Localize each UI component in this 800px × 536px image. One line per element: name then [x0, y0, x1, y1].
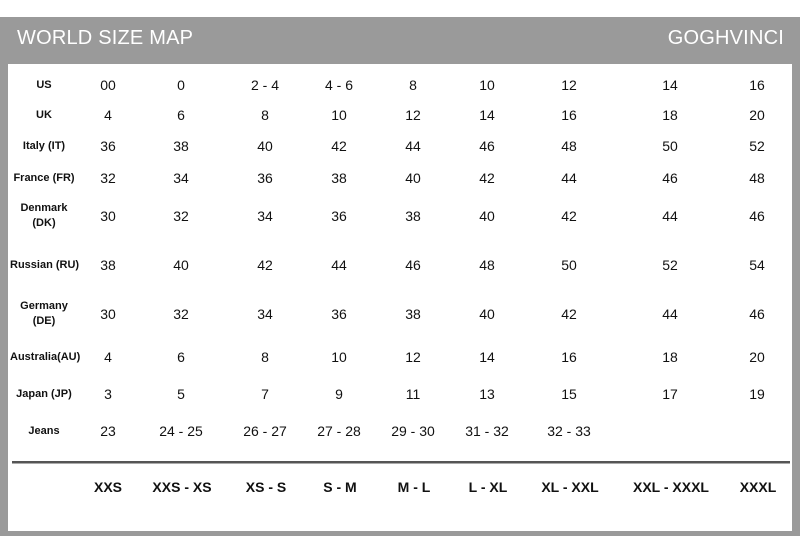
left-border	[0, 64, 8, 536]
table-cell: 12	[561, 77, 577, 93]
table-cell: 50	[561, 257, 577, 273]
table-cell: 3	[104, 386, 112, 402]
table-cell: 8	[261, 107, 269, 123]
table-cell: 52	[662, 257, 678, 273]
letter-size: XS - S	[245, 479, 287, 495]
table-cell: 27 - 28	[317, 423, 361, 439]
table-cell: 16	[561, 349, 577, 365]
table-cell: 32	[100, 170, 116, 186]
right-border	[792, 64, 800, 536]
header-bar	[0, 17, 800, 64]
table-cell: 46	[749, 208, 765, 224]
table-cell: 6	[177, 349, 185, 365]
table-cell: 26 - 27	[243, 423, 287, 439]
row-label: UK	[36, 109, 52, 121]
table-cell: 32	[173, 306, 189, 322]
letter-size: S - M	[323, 479, 357, 495]
table-cell: 6	[177, 107, 185, 123]
table-cell: 4	[104, 107, 112, 123]
table-cell: 18	[662, 107, 678, 123]
table-cell: 46	[405, 257, 421, 273]
table-cell: 42	[257, 257, 273, 273]
row-label: Australia(AU)	[10, 351, 81, 363]
table-cell: 24 - 25	[159, 423, 203, 439]
table-cell: 38	[173, 138, 189, 154]
table-cell: 16	[749, 77, 765, 93]
table-cell: 9	[335, 386, 343, 402]
page-title: WORLD SIZE MAP	[17, 27, 194, 49]
letter-size: XXL - XXXL	[633, 479, 709, 495]
table-cell: 15	[561, 386, 577, 402]
letter-size: XL - XXL	[541, 479, 599, 495]
table-cell: 42	[479, 170, 495, 186]
table-cell: 23	[100, 423, 116, 439]
table-cell: 32 - 33	[547, 423, 591, 439]
table-cell: 42	[331, 138, 347, 154]
letter-size: XXXL	[739, 479, 777, 495]
table-cell: 36	[331, 208, 347, 224]
table-cell: 50	[662, 138, 678, 154]
table-cell: 30	[100, 306, 116, 322]
table-cell: 38	[405, 208, 421, 224]
table-cell: 16	[561, 107, 577, 123]
table-cell: 42	[561, 208, 577, 224]
row-label: Germany (DE)	[20, 300, 68, 327]
table-cell: 14	[479, 349, 495, 365]
table-cell: 36	[100, 138, 116, 154]
table-cell: 4 - 6	[324, 77, 353, 93]
table-cell: 44	[561, 170, 577, 186]
table-cell: 40	[479, 208, 495, 224]
table-cell: 34	[257, 306, 273, 322]
table-cell: 32	[173, 208, 189, 224]
table-cell: 42	[561, 306, 577, 322]
table-cell: 36	[257, 170, 273, 186]
table-cell: 2 - 4	[250, 77, 279, 93]
table-cell: 5	[177, 386, 185, 402]
table-cell: 4	[104, 349, 112, 365]
size-chart-frame	[0, 17, 800, 536]
table-cell: 0	[177, 77, 185, 93]
brand-name: GOGHVINCI	[667, 27, 784, 49]
table-cell: 44	[662, 208, 678, 224]
table-cell: 30	[100, 208, 116, 224]
table-cell: 12	[405, 107, 421, 123]
table-cell: 7	[261, 386, 269, 402]
table-cell: 38	[405, 306, 421, 322]
table-cell: 20	[749, 107, 765, 123]
table-cell: 10	[479, 77, 495, 93]
table-cell: 10	[331, 349, 347, 365]
table-cell: 46	[479, 138, 495, 154]
table-cell: 12	[405, 349, 421, 365]
table-cell: 17	[662, 386, 678, 402]
table-cell: 38	[100, 257, 116, 273]
row-label: Jeans	[28, 425, 60, 437]
table-cell: 48	[561, 138, 577, 154]
table-cell: 40	[173, 257, 189, 273]
table-cell: 8	[409, 77, 417, 93]
table-cell: 46	[749, 306, 765, 322]
table-cell: 10	[331, 107, 347, 123]
table-cell: 48	[479, 257, 495, 273]
table-cell: 44	[331, 257, 347, 273]
table-cell: 48	[749, 170, 765, 186]
row-label: Denmark (DK)	[20, 202, 68, 229]
table-cell: 19	[749, 386, 765, 402]
table-cell: 40	[257, 138, 273, 154]
table-cell: 36	[331, 306, 347, 322]
row-label: US	[36, 79, 52, 91]
table-cell: 13	[479, 386, 495, 402]
table-cell: 40	[405, 170, 421, 186]
row-label: Italy (IT)	[22, 140, 66, 152]
table-cell: 14	[479, 107, 495, 123]
table-cell: 20	[749, 349, 765, 365]
table-cell: 34	[257, 208, 273, 224]
letter-size: XXS - XS	[152, 479, 212, 495]
row-label: France (FR)	[13, 172, 75, 184]
table-cell: 52	[749, 138, 765, 154]
table-cell: 38	[331, 170, 347, 186]
letter-size: M - L	[397, 479, 431, 495]
table-cell: 44	[662, 306, 678, 322]
table-cell: 8	[261, 349, 269, 365]
table-cell: 34	[173, 170, 189, 186]
row-label: Japan (JP)	[16, 388, 72, 400]
table-cell: 40	[479, 306, 495, 322]
table-divider	[12, 461, 790, 463]
table-cell: 00	[100, 77, 116, 93]
table-cell: 29 - 30	[391, 423, 435, 439]
table-cell: 44	[405, 138, 421, 154]
table-cell: 46	[662, 170, 678, 186]
table-cell: 14	[662, 77, 678, 93]
table-cell: 11	[405, 386, 421, 402]
bottom-border	[0, 531, 800, 536]
table-cell: 31 - 32	[465, 423, 509, 439]
row-label: Russian (RU)	[10, 259, 80, 271]
letter-size: XXS	[93, 479, 122, 495]
table-cell: 54	[749, 257, 765, 273]
letter-size: L - XL	[468, 479, 508, 495]
table-cell: 18	[662, 349, 678, 365]
